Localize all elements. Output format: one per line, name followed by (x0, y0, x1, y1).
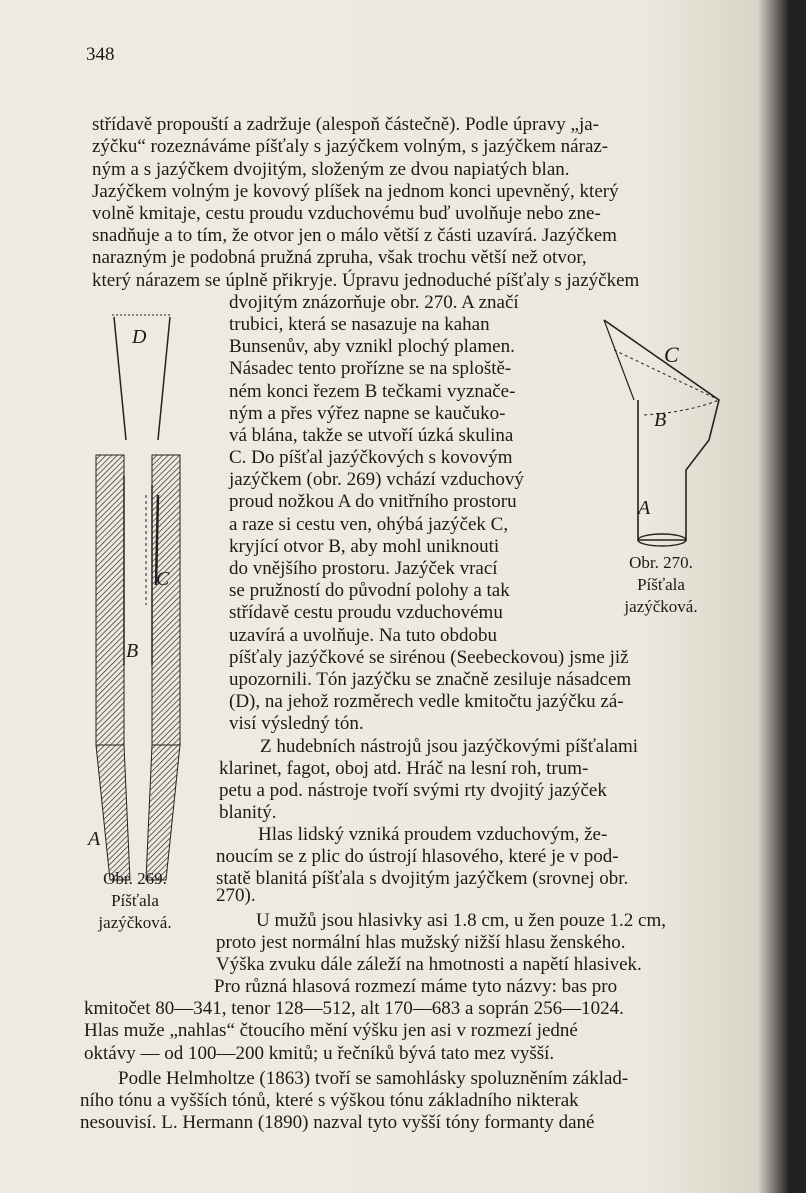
text-line: ným a s jazýčkem dvojitým, složeným ze dvou napiatých blan. (92, 159, 570, 180)
figure-269-reed-pipe (86, 305, 190, 887)
text-line: Hlas muže „nahlas“ čtoucího mění výšku jen asi v rozmezí jedné (84, 1020, 578, 1041)
label-d: D (132, 326, 147, 348)
text-line: střídavě cestu proudu vzduchovému (229, 602, 503, 623)
text-line: Jazýčkem volným je kovový plíšek na jednom konci upevněný, který (92, 181, 619, 202)
label-c: C (156, 568, 170, 590)
text-line: kryjící otvor B, aby mohl uniknouti (229, 536, 500, 557)
page-number: 348 (86, 44, 115, 65)
label-a: A (88, 828, 101, 850)
text-line: střídavě propouští a zadržuje (alespoň částečně). Podle úpravy „ja- (92, 114, 599, 135)
text-line: Výška zvuku dále záleží na hmotnosti a napětí hlasivek. (216, 954, 642, 975)
label-a: A (638, 497, 651, 519)
text-line: Pro různá hlasová rozmezí máme tyto názvy: bas pro (214, 976, 618, 997)
text-line: ního tónu a vyšších tónů, které s výškou tónu základního nikterak (80, 1090, 579, 1111)
text-line: Bunsenův, aby vznikl plochý plamen. (229, 336, 515, 357)
text-line: jazýčkem (obr. 269) vchází vzduchový (229, 469, 524, 490)
text-line: noucím se z plic do ústrojí hlasového, které je v pod- (216, 846, 619, 867)
text-line: proto jest normální hlas mužský nižší hlasu ženského. (216, 932, 626, 953)
text-line: trubici, která se nasazuje na kahan (229, 314, 490, 335)
text-line: statě blanitá píšťala s dvojitým jazýčkem (srovnej obr. (216, 868, 629, 889)
text-line: proud nožkou A do vnitřního prostoru (229, 491, 517, 512)
figure-270-reed-pipe (594, 300, 734, 550)
text-line: Podle Helmholtze (1863) tvoří se samohlásky spoluzněním základ- (118, 1068, 629, 1089)
text-line: kmitočet 80—341, tenor 128—512, alt 170—683 a soprán 256—1024. (84, 998, 624, 1019)
text-line: nesouvisí. L. Hermann (1890) nazval tyto vyšší tóny formanty dané (80, 1112, 595, 1133)
text-line: blanitý. (219, 802, 277, 823)
text-line: uzavírá a uvolňuje. Na tuto obdobu (229, 625, 498, 646)
label-c: C (664, 342, 679, 367)
text-line: visí výsledný tón. (229, 713, 364, 734)
text-line: který nárazem se úplně přikryje. Úpravu jednoduché píšťaly s jazýčkem (92, 270, 640, 291)
text-line: píšťaly jazýčkové se sirénou (Seebeckovou) jsme již (229, 647, 629, 668)
label-b: B (126, 640, 139, 662)
figure-269-caption: Obr. 269. Píšťala jazýčková. (98, 869, 172, 932)
text-line: dvojitým znázorňuje obr. 270. A značí (229, 292, 519, 313)
text-line: C. Do píšťal jazýčkových s kovovým (229, 447, 513, 468)
text-line: (D), na jehož rozměrech vedle kmitočtu jazýčku zá- (229, 691, 624, 712)
text-line: petu a pod. nástroje tvoří svými rty dvojitý jazýček (219, 780, 607, 801)
text-line: ným a přes výřez napne se kaučuko- (229, 403, 506, 424)
text-line: klarinet, fagot, oboj atd. Hráč na lesní roh, trum- (219, 758, 589, 779)
text-line: Hlas lidský vzniká proudem vzduchovým, že- (258, 824, 608, 845)
text-line: zýčku“ rozeznáváme píšťaly s jazýčkem volným, s jazýčkem náraz- (92, 136, 609, 157)
text-line: upozornili. Tón jazýčku se značně zesiluje násadcem (229, 669, 632, 690)
scan-edge (788, 0, 806, 1193)
text-line: do vnějšího prostoru. Jazýček vrací (229, 558, 498, 579)
text-line: snadňuje a to tím, že otvor jen o málo větší z části uzavírá. Jazýčkem (92, 225, 617, 246)
text-line: se pružností do původní polohy a tak (229, 580, 510, 601)
text-line: 270). (216, 885, 256, 906)
text-line: ném konci řezem B tečkami vyznače- (229, 381, 516, 402)
figure-270-caption: Obr. 270. Píšťala jazýčková. (624, 553, 698, 616)
text-line: volně kmitaje, cestu proudu vzduchovému buď uvolňuje nebo zne- (92, 203, 601, 224)
text-line: narazným je podobná pružná zpruha, však trochu větší než otvor, (92, 247, 587, 268)
text-line: oktávy — od 100—200 kmitů; u řečníků bývá tato mez vyšší. (84, 1043, 555, 1064)
text-line: U mužů jsou hlasivky asi 1.8 cm, u žen pouze 1.2 cm, (256, 910, 667, 931)
text-line: Z hudebních nástrojů jsou jazýčkovými píšťalami (260, 736, 639, 757)
label-b: B (654, 409, 667, 431)
text-line: a raze si cestu ven, ohýbá jazýček C, (229, 514, 509, 535)
text-line: Násadec tento prořízne se na sploště- (229, 358, 512, 379)
text-line: vá blána, takže se utvoří úzká skulina (229, 425, 514, 446)
